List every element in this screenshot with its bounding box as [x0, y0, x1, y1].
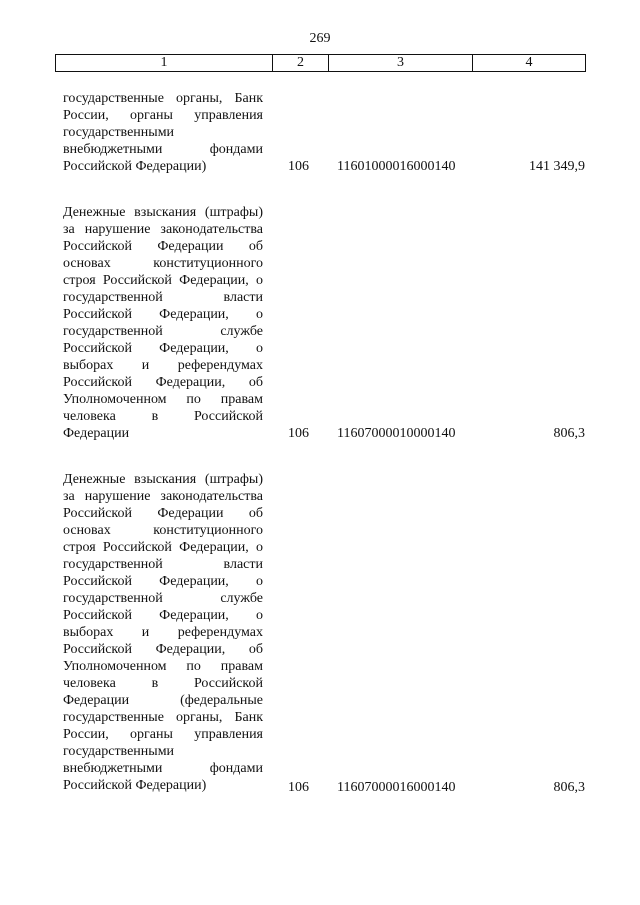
description-line: Российской Федерации, о: [63, 608, 263, 623]
description-line: России, органы управления: [63, 727, 263, 742]
amount: 141 349,9: [529, 159, 585, 174]
description-line: за нарушение законодательства: [63, 489, 263, 504]
description-line: государственной службе: [63, 591, 263, 606]
description-line: Денежные взыскания (штрафы): [63, 472, 263, 487]
amount: 806,3: [553, 426, 585, 441]
row-description: [63, 471, 263, 794]
description-line: Российской Федерации, о: [63, 574, 263, 589]
description-line: Российской Федерации, о: [63, 341, 263, 356]
description-line: государственной власти: [63, 290, 263, 305]
description-line: государственной власти: [63, 557, 263, 572]
description-line: выборах и референдумах: [63, 358, 263, 373]
header-col-1: 1: [56, 55, 273, 71]
description-line: за нарушение законодательства: [63, 222, 263, 237]
budget-code: 11607000010000140: [337, 426, 456, 441]
description-line: Российской Федерации об: [63, 239, 263, 254]
description-line: внебюджетными фондами: [63, 142, 263, 157]
description-line: России, органы управления: [63, 108, 263, 123]
description-line: внебюджетными фондами: [63, 761, 263, 776]
description-line: Российской Федерации): [63, 159, 207, 174]
admin-code: 106: [288, 159, 309, 174]
admin-code: 106: [288, 426, 309, 441]
row-description: [63, 90, 263, 175]
description-line: Уполномоченном по правам: [63, 659, 263, 674]
header-col-4: 4: [525, 55, 533, 70]
description-line: Уполномоченном по правам: [63, 392, 263, 407]
description-line: человека в Российской: [63, 676, 263, 691]
description-line: государственные органы, Банк: [63, 710, 263, 725]
description-line: Российской Федерации об: [63, 506, 263, 521]
description-line: государственными: [63, 744, 175, 759]
description-line: Российской Федерации, об: [63, 375, 263, 390]
row-description: [63, 204, 263, 442]
description-line: Российской Федерации, о: [63, 307, 263, 322]
description-line: основах конституционного: [63, 256, 263, 271]
budget-code: 11607000016000140: [337, 780, 456, 795]
header-col-3: 3: [329, 55, 473, 71]
description-line: строя Российской Федерации, о: [63, 540, 263, 555]
description-line: человека в Российской: [63, 409, 263, 424]
description-line: Российской Федерации): [63, 778, 207, 793]
table-header: [55, 54, 586, 72]
budget-code: 11601000016000140: [337, 159, 456, 174]
description-line: Федерации: [63, 426, 130, 441]
description-line: выборах и референдумах: [63, 625, 263, 640]
description-line: Федерации (федеральные: [63, 693, 263, 708]
description-line: Российской Федерации, об: [63, 642, 263, 657]
description-line: строя Российской Федерации, о: [63, 273, 263, 288]
page-number: 269: [309, 31, 331, 46]
description-line: государственные органы, Банк: [63, 91, 263, 106]
description-line: основах конституционного: [63, 523, 263, 538]
description-line: государственными: [63, 125, 175, 140]
header-col-2: 2: [273, 55, 329, 71]
description-line: Денежные взыскания (штрафы): [63, 205, 263, 220]
description-line: государственной службе: [63, 324, 263, 339]
amount: 806,3: [553, 780, 585, 795]
admin-code: 106: [288, 780, 309, 795]
